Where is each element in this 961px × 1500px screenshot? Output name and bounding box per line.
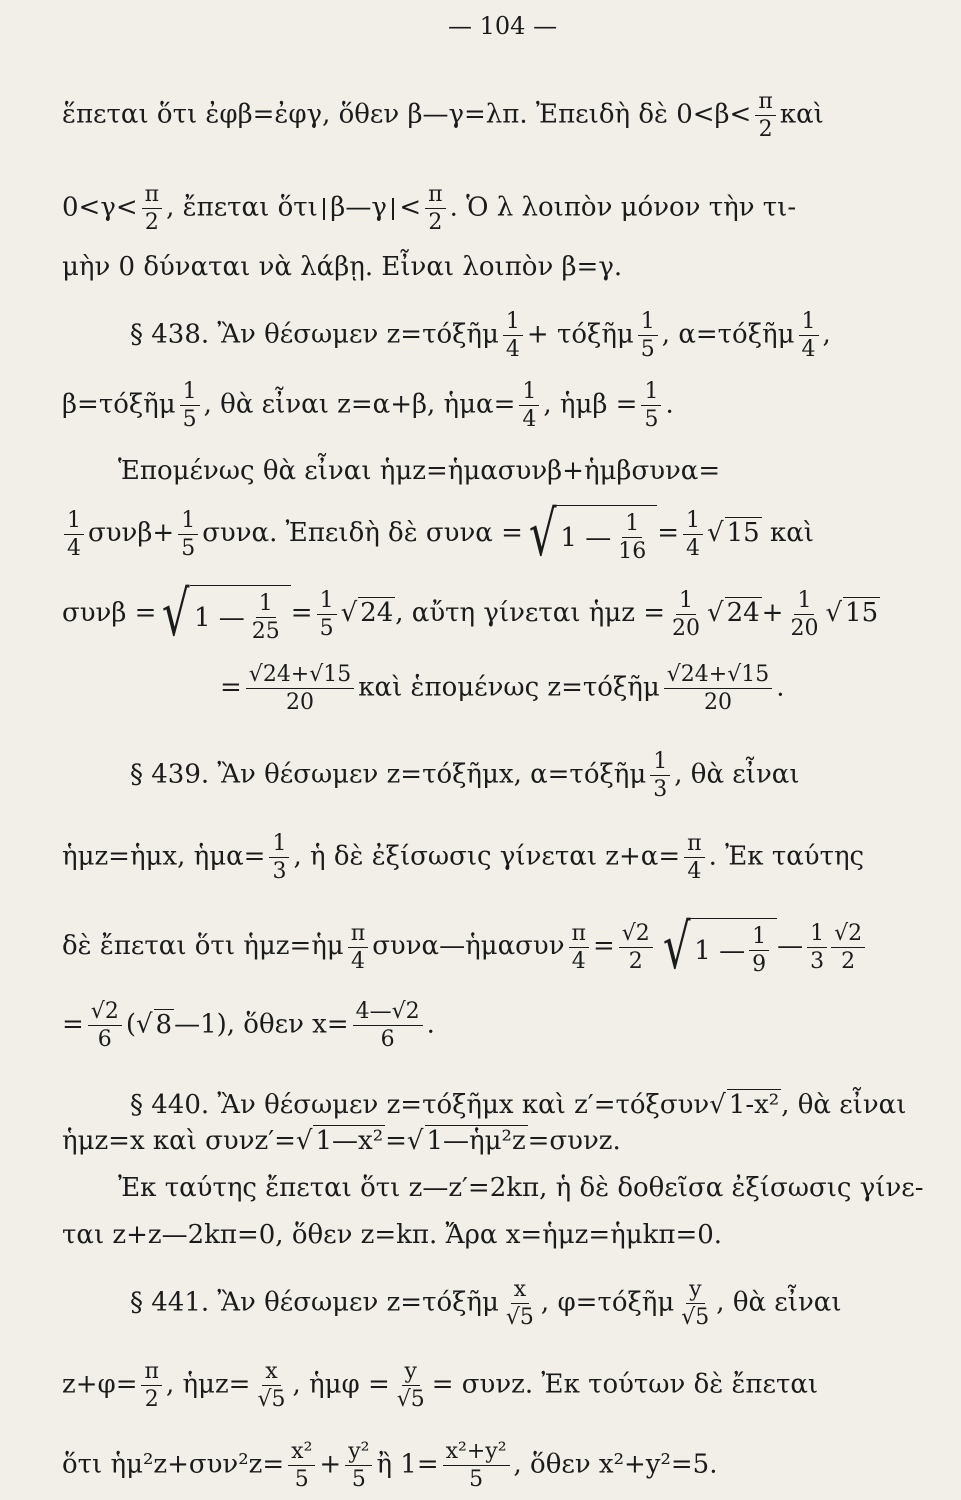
page-number: — 104 — — [448, 12, 558, 40]
radicand: 1—ἡμ²z — [426, 1126, 526, 1156]
text-segment: , ἡμz= — [165, 1369, 251, 1400]
text-segment: = — [657, 518, 680, 549]
radicand: 15 — [845, 598, 879, 629]
text-line-11 — [62, 832, 864, 883]
fraction: $\frac{1}{3}$ — [269, 832, 289, 883]
square-root: √ 1 — $\frac{1}{16}$ — [523, 505, 657, 563]
text-segment: , θὰ εἶναι — [781, 1090, 907, 1120]
text-segment: + τόξῆμ — [526, 319, 634, 350]
text-segment: συνβ = — [62, 598, 157, 629]
text-segment: § 440. Ἂν θέσωμεν z=τόξῆμx καὶ z′=τόξσυν — [130, 1090, 710, 1120]
radicand: 1—x² — [315, 1126, 384, 1156]
fraction: $\frac{√24+√15}{20}$ — [664, 663, 772, 714]
fraction: $\frac{1}{25}$ — [251, 591, 280, 645]
fraction: $\frac{1}{20}$ — [672, 587, 700, 641]
fraction: $\frac{1}{9}$ — [749, 925, 769, 976]
text-segment: , ἡ δὲ ἐξίσωσις γίνεται z+α= — [293, 841, 681, 872]
text-segment: συνα. Ἐπειδὴ δὲ συνα = — [202, 518, 523, 549]
text-segment: = — [290, 598, 313, 629]
text-segment: ἢ 1= — [376, 1449, 439, 1480]
text-segment: , ἡμβ = — [543, 389, 638, 420]
text-segment: , θὰ εἶναι — [674, 759, 800, 790]
fraction: $\frac{\text{y²}}{5}$ — [345, 1440, 372, 1491]
absolute-bar — [323, 198, 326, 220]
fraction: $\frac{√2}{6}$ — [88, 1000, 122, 1051]
text-segment: —1), ὅθεν x= — [174, 1009, 349, 1040]
text-segment: + — [319, 1449, 342, 1480]
fraction: $\frac{\pi}{2}$ — [141, 1360, 161, 1411]
fraction: $\frac{\pi}{4}$ — [684, 832, 704, 883]
fraction: $\frac{\pi}{2}$ — [142, 183, 162, 234]
text-segment: . — [426, 1009, 435, 1040]
fraction: $\frac{1}{5}$ — [641, 380, 661, 431]
text-line-19 — [62, 1360, 818, 1411]
text-line-7: $\frac{1}{4}$ συνβ+ $\frac{1}{5}$ συνα. Ἐπειδὴ δὲ συνα = √ 1 — $\frac{1}{16}$ = $\frac{1}{4}$ √ 15 καὶ — [60, 505, 814, 563]
text-segment: καὶ — [779, 99, 824, 130]
fraction: $\frac{1}{4}$ — [683, 509, 703, 560]
radicand: 24 — [360, 598, 394, 629]
text-segment: , ἡμφ = — [292, 1369, 390, 1400]
fraction: $\frac{\pi}{4}$ — [348, 922, 368, 973]
fraction: $\frac{\text{x²}}{5}$ — [288, 1440, 315, 1491]
text-segment: , ἔπεται ὅτι — [166, 192, 318, 223]
square-root: √ 1 — $\frac{1}{25}$ — [156, 585, 290, 643]
text-segment: , φ=τόξῆμ — [540, 1287, 675, 1318]
text-line-9 — [220, 663, 784, 714]
text-segment: . Ὁ λ λοιπὸν μόνον τὴν τι- — [449, 192, 797, 223]
text-line-15: ἡμz=x καὶ συνz′=√ 1—x²=√ 1—ἡμ²z=συνz. — [62, 1126, 621, 1156]
radicand: 1-x² — [728, 1090, 780, 1120]
text-line-14: § 440. Ἂν θέσωμεν z=τόξῆμx καὶ z′=τόξσυν√ 1-x², θὰ εἶναι — [130, 1090, 907, 1120]
text-segment: ἕπεται ὅτι ἐφβ=ἐφγ, ὅθεν β—γ=λπ. Ἐπειδὴ δὲ 0<β< — [62, 99, 752, 130]
fraction: $\frac{1}{4}$ — [799, 310, 819, 361]
text-line-2 — [62, 183, 796, 234]
text-segment: = συνz. Ἐκ τούτων δὲ ἔπεται — [431, 1369, 819, 1400]
text-segment: 0<γ< — [62, 192, 138, 223]
text-segment: , αὔτη γίνεται ἡμz = — [395, 598, 665, 629]
text-segment: . — [665, 389, 674, 420]
text-line-4 — [130, 310, 831, 361]
text-line-5 — [62, 380, 674, 431]
fraction: $\frac{1}{4}$ — [503, 310, 523, 361]
text-segment: § 439. Ἂν θέσωμεν z=τόξῆμx, α=τόξῆμ — [130, 759, 647, 790]
text-segment: ἡμz=ἡμx, ἡμα= — [62, 841, 266, 872]
text-line-13: = $\frac{√2}{6}$ (√ 8—1), ὅθεν x= $\frac{4—√2}{6}$ . — [62, 999, 435, 1053]
text-line-20 — [62, 1440, 717, 1491]
fraction: $\frac{1}{5}$ — [317, 589, 337, 640]
text-line-3: μὴν 0 δύναται νὰ λάβῃ. Εἶναι λοιπὸν β=γ. — [62, 252, 623, 282]
fraction: $\frac{1}{5}$ — [178, 509, 198, 560]
fraction: $\frac{√2}{2}$ — [619, 922, 653, 973]
text-segment: = — [62, 1009, 84, 1040]
text-segment: συνα—ἡμασυν — [372, 931, 565, 962]
fraction: $\frac{\pi}{2}$ — [755, 90, 775, 141]
fraction: $\frac{√24+√15}{20}$ — [246, 663, 354, 714]
absolute-bar — [392, 198, 395, 220]
text-line-1 — [62, 90, 824, 141]
fraction: $\frac{\pi}{4}$ — [569, 922, 589, 973]
text-segment: § 438. Ἂν θέσωμεν z=τόξῆμ — [130, 319, 499, 350]
text-segment: , — [822, 319, 831, 350]
fraction: $\frac{1}{5}$ — [638, 310, 658, 361]
text-segment: συνβ+ — [88, 518, 175, 549]
text-line-16: Ἐκ ταύτης ἔπεται ὅτι z—z′=2kπ, ἡ δὲ δοθεῖσα ἐξίσωσις γίνε- — [118, 1173, 924, 1203]
text-segment: z+φ= — [62, 1369, 138, 1400]
fraction: $\frac{4—√2}{6}$ — [353, 1000, 423, 1051]
text-segment: = — [385, 1126, 407, 1156]
fraction: $\frac{1}{20}$ — [790, 587, 819, 641]
text-line-12 — [62, 910, 865, 984]
fraction: $\frac{1}{4}$ — [64, 509, 84, 560]
text-segment: καὶ ἑπομένως z=τόξῆμ — [358, 672, 660, 703]
text-segment: . Ἐκ ταύτης — [708, 841, 865, 872]
text-segment: + — [761, 598, 784, 629]
square-root: √ 1 — $\frac{1}{9}$ — [657, 918, 777, 976]
fraction: $\frac{x}{√5}$ — [257, 1359, 286, 1413]
text-segment: . — [776, 672, 785, 703]
text-line-6: Ἑπομένως θὰ εἶναι ἡμz=ἡμασυνβ+ἡμβσυνα= — [118, 456, 721, 486]
text-segment: , θὰ εἶναι — [716, 1287, 842, 1318]
text-segment: ἡμz=x καὶ συνz′= — [62, 1126, 296, 1156]
fraction: $\frac{1}{5}$ — [180, 380, 200, 431]
text-segment: καὶ — [769, 518, 814, 549]
text-segment: β—γ — [330, 192, 387, 223]
fraction: $\frac{\pi}{2}$ — [425, 183, 445, 234]
text-segment: = — [592, 931, 615, 962]
fraction: $\frac{y}{√5}$ — [681, 1277, 710, 1331]
text-segment: , θὰ εἶναι z=α+β, ἡμα= — [203, 389, 516, 420]
text-segment: , ὅθεν x²+y²=5. — [513, 1449, 718, 1480]
fraction: $\frac{1}{16}$ — [618, 511, 647, 565]
text-segment: § 441. Ἂν θέσωμεν z=τόξῆμ — [130, 1287, 499, 1318]
radicand: 15 — [726, 518, 760, 549]
text-line-8: συνβ = √ 1 — $\frac{1}{25}$ = $\frac{1}{5}$ √ 24, αὔτη γίνεται ἡμz = $\frac{1}{20}$ √ 24+ $\frac{1}{20}$ √ 15 — [62, 577, 879, 651]
fraction: $\frac{1}{3}$ — [650, 750, 670, 801]
text-line-18 — [130, 1278, 842, 1329]
text-segment: δὲ ἔπεται ὅτι ἡμz=ἡμ — [62, 931, 344, 962]
text-segment: < — [399, 192, 422, 223]
fraction: $\frac{√2}{2}$ — [831, 922, 865, 973]
text-segment: , α=τόξῆμ — [661, 319, 795, 350]
text-segment: = — [220, 672, 242, 703]
fraction: $\frac{x}{√5}$ — [505, 1277, 534, 1331]
text-line-10 — [130, 750, 800, 801]
fraction: $\frac{\text{x²+y²}}{5}$ — [443, 1440, 510, 1491]
text-segment: ὅτι ἡμ²z+συν²z= — [62, 1449, 285, 1480]
text-segment: β=τόξῆμ — [62, 389, 176, 420]
text-line-17: ται z+z—2kπ=0, ὅθεν z=kπ. Ἄρα x=ἡμz=ἡμkπ=0. — [62, 1220, 723, 1250]
fraction: $\frac{y}{√5}$ — [396, 1359, 425, 1413]
text-segment: =συνz. — [527, 1126, 621, 1156]
fraction: $\frac{1}{4}$ — [519, 380, 539, 431]
text-segment: ( — [125, 1009, 136, 1040]
radicand: 24 — [726, 598, 760, 629]
radicand: 8 — [155, 1009, 173, 1040]
text-segment: — — [777, 931, 804, 962]
fraction: $\frac{1}{3}$ — [807, 922, 827, 973]
